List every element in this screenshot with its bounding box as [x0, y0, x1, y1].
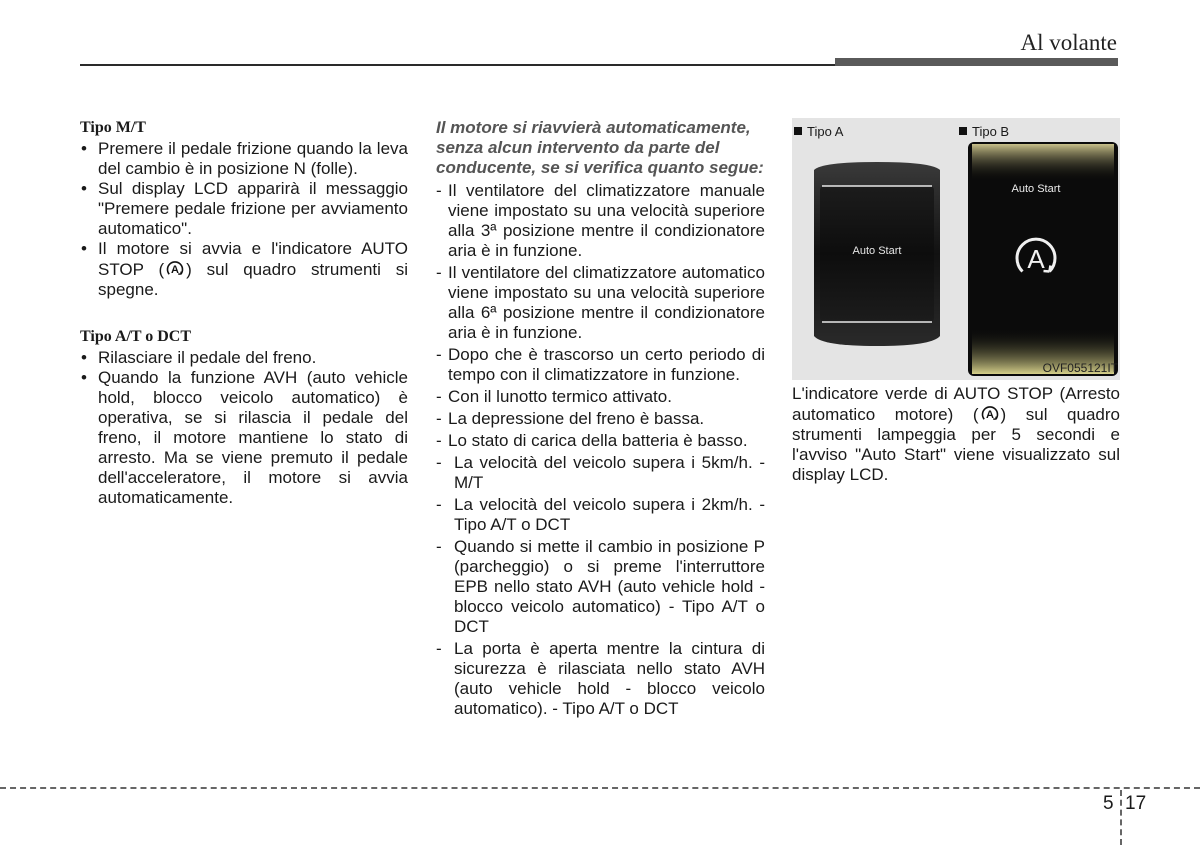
footer-dashed-divider: [1120, 790, 1122, 845]
list-item: • Rilasciare il pedale del freno.: [80, 348, 408, 368]
list-item-text-pre: Il motore si avvia e l'indicatore AUTO STOP (: [98, 239, 408, 279]
list-item: - La depressione del freno è bassa.: [436, 409, 705, 428]
auto-stop-icon: [165, 259, 185, 279]
section-title-at-dct: Tipo A/T o DCT: [80, 328, 192, 345]
list-item: - Dopo che è trascorso un certo periodo di tempo con il climatizzatore in funzione.: [436, 345, 765, 384]
screen-a-text: Auto Start: [852, 245, 902, 257]
header-rule-thin: [80, 64, 840, 66]
list-item: - Lo stato di carica della batteria è basso.: [436, 431, 748, 450]
list-item: - Il ventilatore del climatizzatore automatico viene impostato su una velocità superiore alla 6ª posizione mentre il condizionatore aria è in funzione.: [436, 263, 765, 342]
page-number: 17: [1125, 793, 1147, 814]
column-right: [792, 118, 1120, 485]
list-item: • Sul display LCD apparirà il messaggio "Premere pedale frizione per avviamento automatico".: [80, 179, 408, 239]
list-item: - Con il lunotto termico attivato.: [436, 387, 672, 406]
list-item: - La velocità del veicolo supera i 2km/h. - Tipo A/T o DCT: [436, 495, 765, 534]
svg-text:A: A: [985, 409, 994, 422]
auto-stop-icon: [980, 404, 1000, 424]
figure-label-b: Tipo B: [959, 122, 1009, 142]
list-item: • Premere il pedale frizione quando la leva del cambio è in posizione N (folle).: [80, 139, 408, 179]
svg-text:A: A: [171, 264, 180, 277]
page-title: Al volante: [1020, 30, 1117, 55]
list-item: - Quando si mette il cambio in posizione P (parcheggio) o si preme l'interruttore EPB nello stato AVH (auto vehicle hold - blocco veicolo automatico) - Tipo A/T o DCT: [436, 537, 765, 636]
svg-text:A: A: [1027, 244, 1045, 274]
column-left: [80, 118, 408, 508]
screen-tipo-a: [814, 162, 940, 346]
list-item: - La porta è aperta mentre la cintura di sicurezza è rilasciata nello stato AVH (auto vehicle hold - blocco veicolo automatico). - Tipo A/T o DCT: [436, 639, 765, 718]
list-item: - Il ventilatore del climatizzatore manuale viene impostato su una velocità superiore alla 3ª posizione mentre il condizionatore aria è in funzione.: [436, 181, 765, 260]
footer-dashed-line: [0, 787, 1200, 789]
chapter-number: 5: [1103, 793, 1114, 814]
list-item: - La velocità del veicolo supera i 5km/h. -M/T: [436, 453, 765, 492]
figure-caption: L'indicatore verde di AUTO STOP (Arresto automatico motore) ( A ) sul quadro strumenti lampeggia per 5 secondi e l'avviso "Auto Start" viene visualizzato sul display LCD.: [792, 384, 1120, 484]
at-dct-list: [80, 348, 408, 508]
list-item: [80, 239, 408, 300]
figure-label-a: Tipo A: [794, 122, 843, 142]
lcd-screen-illustrations: [792, 118, 1120, 380]
mt-list: [80, 139, 408, 300]
restart-conditions-heading: Il motore si riavvierà automaticamente, senza alcun intervento da parte del conducente, se si verifica quanto segue:: [436, 118, 764, 177]
section-title-mt: Tipo M/T: [80, 119, 146, 136]
list-item: • Quando la funzione AVH (auto vehicle hold, blocco veicolo automatico) è operativa, se si rilascia il pedale del freno, il motore mantiene lo stato di arresto. Ma se viene premuto il pedale dell'acceleratore, il motore si avvia automaticamente.: [80, 368, 408, 508]
auto-start-figure: [792, 118, 1120, 380]
figure-code: OVF055121IT: [1042, 361, 1118, 375]
screen-b-text: Auto Start: [1011, 183, 1061, 195]
header-rule-thick: [835, 58, 1118, 66]
screen-tipo-b: [968, 142, 1118, 376]
restart-conditions-list: [436, 181, 765, 719]
column-middle: [436, 118, 765, 721]
list-item-text-post: ) sul quadro strumenti si spegne.: [98, 260, 409, 299]
